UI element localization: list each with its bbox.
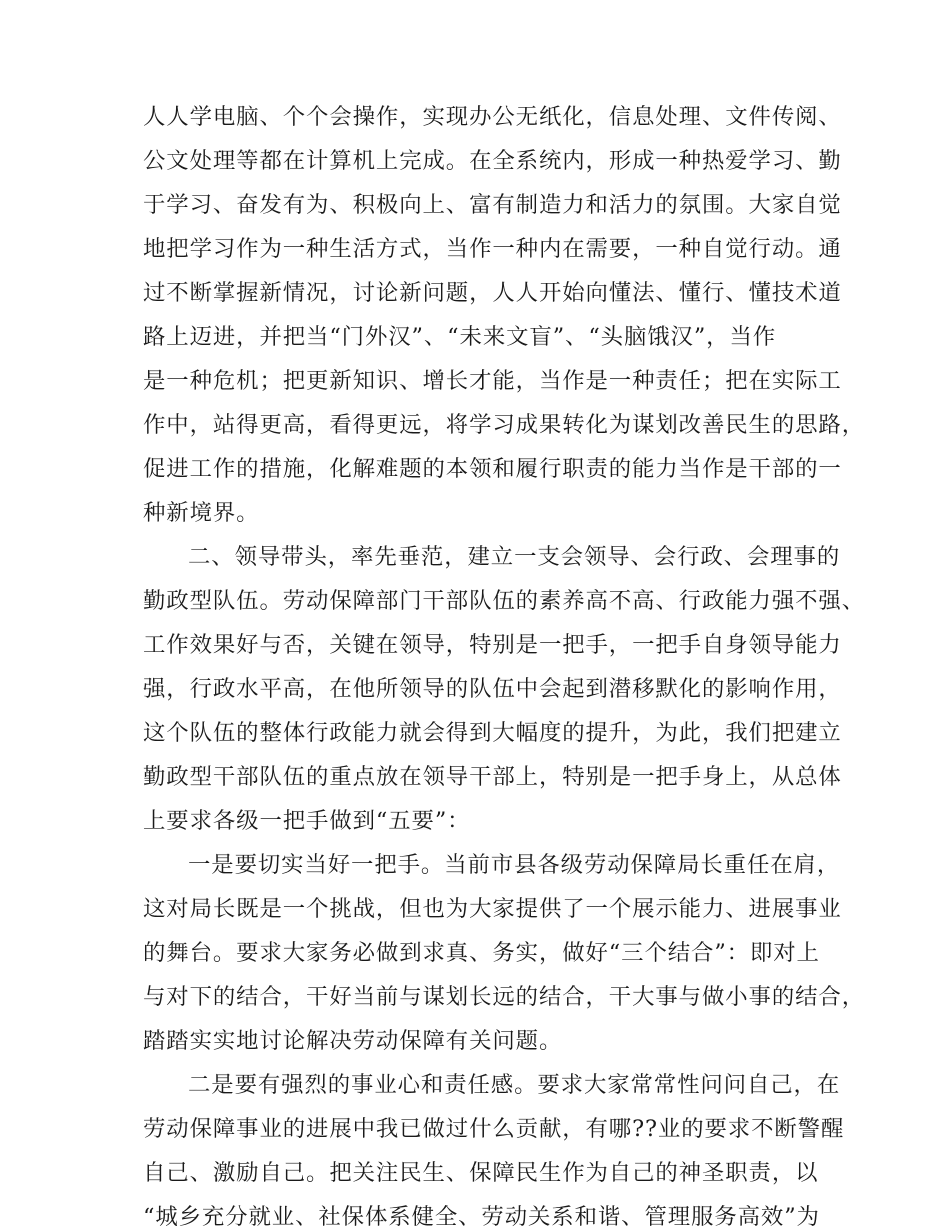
text-line: 过不断掌握新情况，讨论新问题，人人开始向懂法、懂行、懂技术道 [143,280,842,306]
text-line: 勤政型干部队伍的重点放在领导干部上，特别是一把手身上，从总体 [143,764,842,790]
paragraph-start-line: 一是要切实当好一把手。当前市县各级劳动保障局长重任在肩， [188,852,841,878]
text-line: “城乡充分就业、社保体系健全、劳动关系和谐、管理服务高效”为 [143,1204,820,1230]
text-line: 踏踏实实地讨论解决劳动保障有关问题。 [143,1028,563,1054]
text-line: 工作效果好与否，关键在领导，特别是一把手，一把手自身领导能力 [143,632,842,658]
text-line: 强，行政水平高，在他所领导的队伍中会起到潜移默化的影响作用， [143,676,842,702]
text-line: 自己、激励自己。把关注民生、保障民生作为自己的神圣职责，以 [143,1160,819,1186]
text-line: 勤政型队伍。劳动保障部门干部队伍的素养高不高、行政能力强不强、 [143,588,866,614]
paragraph-start-line: 二、领导带头，率先垂范，建立一支会领导、会行政、会理事的 [188,544,841,570]
text-line: 劳动保障事业的进展中我已做过什么贡献，有哪??业的要求不断警醒 [143,1116,845,1142]
text-line: 与对下的结合，干好当前与谋划长远的结合，干大事与做小事的结合， [143,984,866,1010]
text-line: 路上迈进，并把当“门外汉”、“未来文盲”、“头脑饿汉”，当作 [143,324,777,350]
text-line: 促进工作的措施，化解难题的本领和履行职责的能力当作是干部的一 [143,456,842,482]
text-line: 地把学习作为一种生活方式，当作一种内在需要，一种自觉行动。通 [143,236,842,262]
text-line: 作中，站得更高，看得更远，将学习成果转化为谋划改善民生的思路， [143,412,866,438]
text-line: 是一种危机；把更新知识、增长才能，当作是一种责任；把在实际工 [143,368,842,394]
text-line: 于学习、奋发有为、积极向上、富有制造力和活力的氛围。大家自觉 [143,192,842,218]
text-line: 的舞台。要求大家务必做到求真、务实，做好“三个结合”：即对上 [143,940,820,966]
text-line: 这个队伍的整体行政能力就会得到大幅度的提升，为此，我们把建立 [143,720,842,746]
text-line: 这对局长既是一个挑战，但也为大家提供了一个展示能力、进展事业 [143,896,842,922]
text-line: 公文处理等都在计算机上完成。在全系统内，形成一种热爱学习、勤 [143,148,842,174]
text-line: 人人学电脑、个个会操作，实现办公无纸化，信息处理、文件传阅、 [143,104,842,130]
text-line: 上要求各级一把手做到“五要”： [143,808,471,834]
paragraph-start-line: 二是要有强烈的事业心和责任感。要求大家常常性问问自己，在 [188,1072,841,1098]
text-line: 种新境界。 [143,500,260,526]
